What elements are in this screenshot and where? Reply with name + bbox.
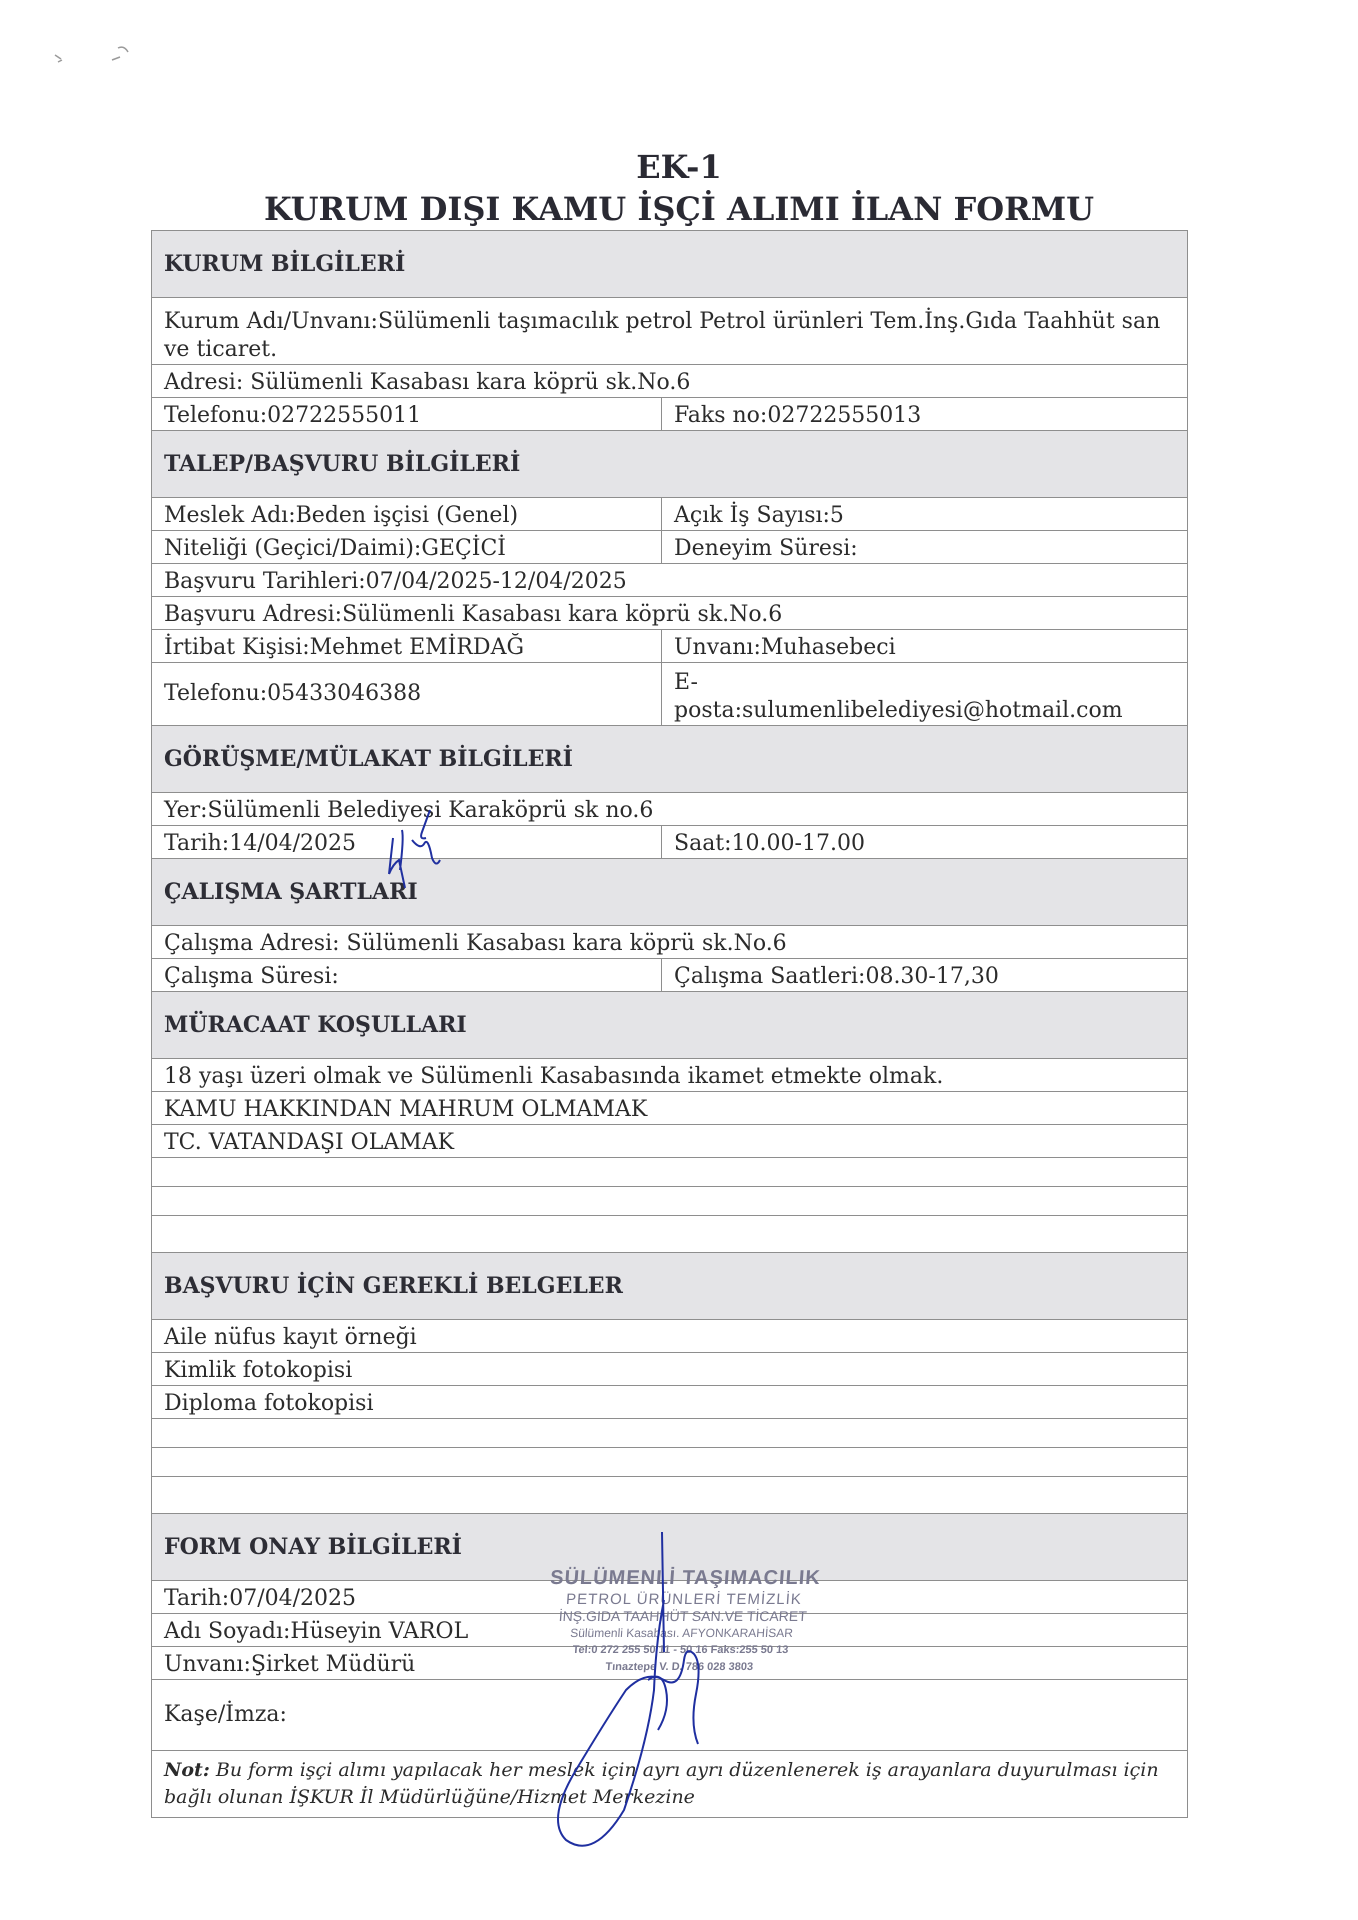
note-text: Bu form işçi alımı yapılacak her meslek için ayrı ayrı düzenlenerek iş arayanlara duyurulması için bağlı olunan İŞKUR İl Müdürlüğüne/Hizmet Merkezine — [164, 1759, 1159, 1808]
spacer-row — [152, 1477, 1188, 1514]
open-jobs: Açık İş Sayısı:5 — [662, 498, 1188, 531]
stamp-line: PETROL ÜRÜNLERİ TEMİZLİK — [565, 1591, 803, 1608]
job-nature: Niteliği (Geçici/Daimi):GEÇİCİ — [152, 531, 662, 564]
stamp-signature-label: Kaşe/İmza: — [152, 1680, 1188, 1751]
form-note — [152, 1751, 1188, 1818]
section-gorusme: GÖRÜŞME/MÜLAKAT BİLGİLERİ — [152, 726, 1188, 793]
contact-phone: Telefonu:05433046388 — [152, 663, 662, 726]
email-value: posta:sulumenlibelediyesi@hotmail.com — [674, 698, 1123, 723]
contact-email — [662, 663, 1188, 726]
contact-title: Unvanı:Muhasebeci — [662, 630, 1188, 663]
document-item: Aile nüfus kayıt örneği — [152, 1320, 1188, 1353]
spacer-row — [152, 1216, 1188, 1253]
application-dates: Başvuru Tarihleri:07/04/2025-12/04/2025 — [152, 564, 1188, 597]
stamp-line: SÜLÜMENLİ TAŞIMACILIK — [549, 1567, 822, 1589]
company-stamp — [501, 1565, 864, 1676]
form-title: KURUM DIŞI KAMU İŞÇİ ALIMI İLAN FORMU — [263, 190, 1095, 228]
document-item: Kimlik fotokopisi — [152, 1353, 1188, 1386]
application-address: Başvuru Adresi:Sülümenli Kasabası kara köprü sk.No.6 — [152, 597, 1188, 630]
approval-date: Tarih:07/04/2025 — [152, 1581, 1188, 1614]
scan-speck — [55, 55, 62, 62]
scan-speck — [112, 47, 128, 60]
kurum-address: Adresi: Sülümenli Kasabası kara köprü sk.No.6 — [152, 365, 1188, 398]
empty-row — [152, 1158, 1188, 1187]
experience: Deneyim Süresi: — [662, 531, 1188, 564]
approver-name: Adı Soyadı:Hüseyin VAROL — [152, 1614, 1188, 1647]
interview-date: Tarih:14/04/2025 — [152, 826, 662, 859]
empty-row — [152, 1187, 1188, 1216]
section-kurum: KURUM BİLGİLERİ — [152, 231, 1188, 298]
email-label: E- — [674, 670, 698, 695]
kurum-name: Kurum Adı/Unvanı:Sülümenli taşımacılık petrol Petrol ürünleri Tem.İnş.Gıda Taahhüt san ve ticaret. — [152, 298, 1188, 365]
section-belgeler: BAŞVURU İÇİN GEREKLİ BELGELER — [152, 1253, 1188, 1320]
condition-item: TC. VATANDAŞI OLAMAK — [152, 1125, 1188, 1158]
empty-row — [152, 1419, 1188, 1448]
condition-item: KAMU HAKKINDAN MAHRUM OLMAMAK — [152, 1092, 1188, 1125]
stamp-line: İNŞ.GIDA TAAHHÜT SAN.VE TİCARET — [558, 1608, 808, 1624]
contact-person: İrtibat Kişisi:Mehmet EMİRDAĞ — [152, 630, 662, 663]
approver-title: Unvanı:Şirket Müdürü — [152, 1647, 1188, 1680]
document-item: Diploma fotokopisi — [152, 1386, 1188, 1419]
section-calisma: ÇALIŞMA ŞARTLARI — [152, 859, 1188, 926]
work-hours: Çalışma Saatleri:08.30-17,30 — [662, 959, 1188, 992]
note-label: Not: — [164, 1759, 210, 1781]
kurum-fax: Faks no:02722555013 — [662, 398, 1188, 431]
interview-time: Saat:10.00-17.00 — [662, 826, 1188, 859]
stamp-line: Tınaztepe V. D. 786 028 3803 — [605, 1661, 754, 1673]
section-talep: TALEP/BAŞVURU BİLGİLERİ — [152, 431, 1188, 498]
stamp-line: Sülümenli Kasabası. AFYONKARAHİSAR — [569, 1626, 794, 1640]
work-address: Çalışma Adresi: Sülümenli Kasabası kara köprü sk.No.6 — [152, 926, 1188, 959]
annex-label: EK-1 — [636, 148, 722, 186]
profession: Meslek Adı:Beden işçisi (Genel) — [152, 498, 662, 531]
stamp-line: Tel:0 272 255 50 11 - 50 16 Faks:255 50 13 — [572, 1644, 789, 1656]
condition-item: 18 yaşı üzeri olmak ve Sülümenli Kasabasında ikamet etmekte olmak. — [152, 1059, 1188, 1092]
empty-row — [152, 1448, 1188, 1477]
work-duration: Çalışma Süresi: — [152, 959, 662, 992]
interview-place: Yer:Sülümenli Belediyesi Karaköprü sk no.6 — [152, 793, 1188, 826]
section-onay: FORM ONAY BİLGİLERİ — [152, 1514, 1188, 1581]
section-muracaat: MÜRACAAT KOŞULLARI — [152, 992, 1188, 1059]
kurum-phone: Telefonu:02722555011 — [152, 398, 662, 431]
